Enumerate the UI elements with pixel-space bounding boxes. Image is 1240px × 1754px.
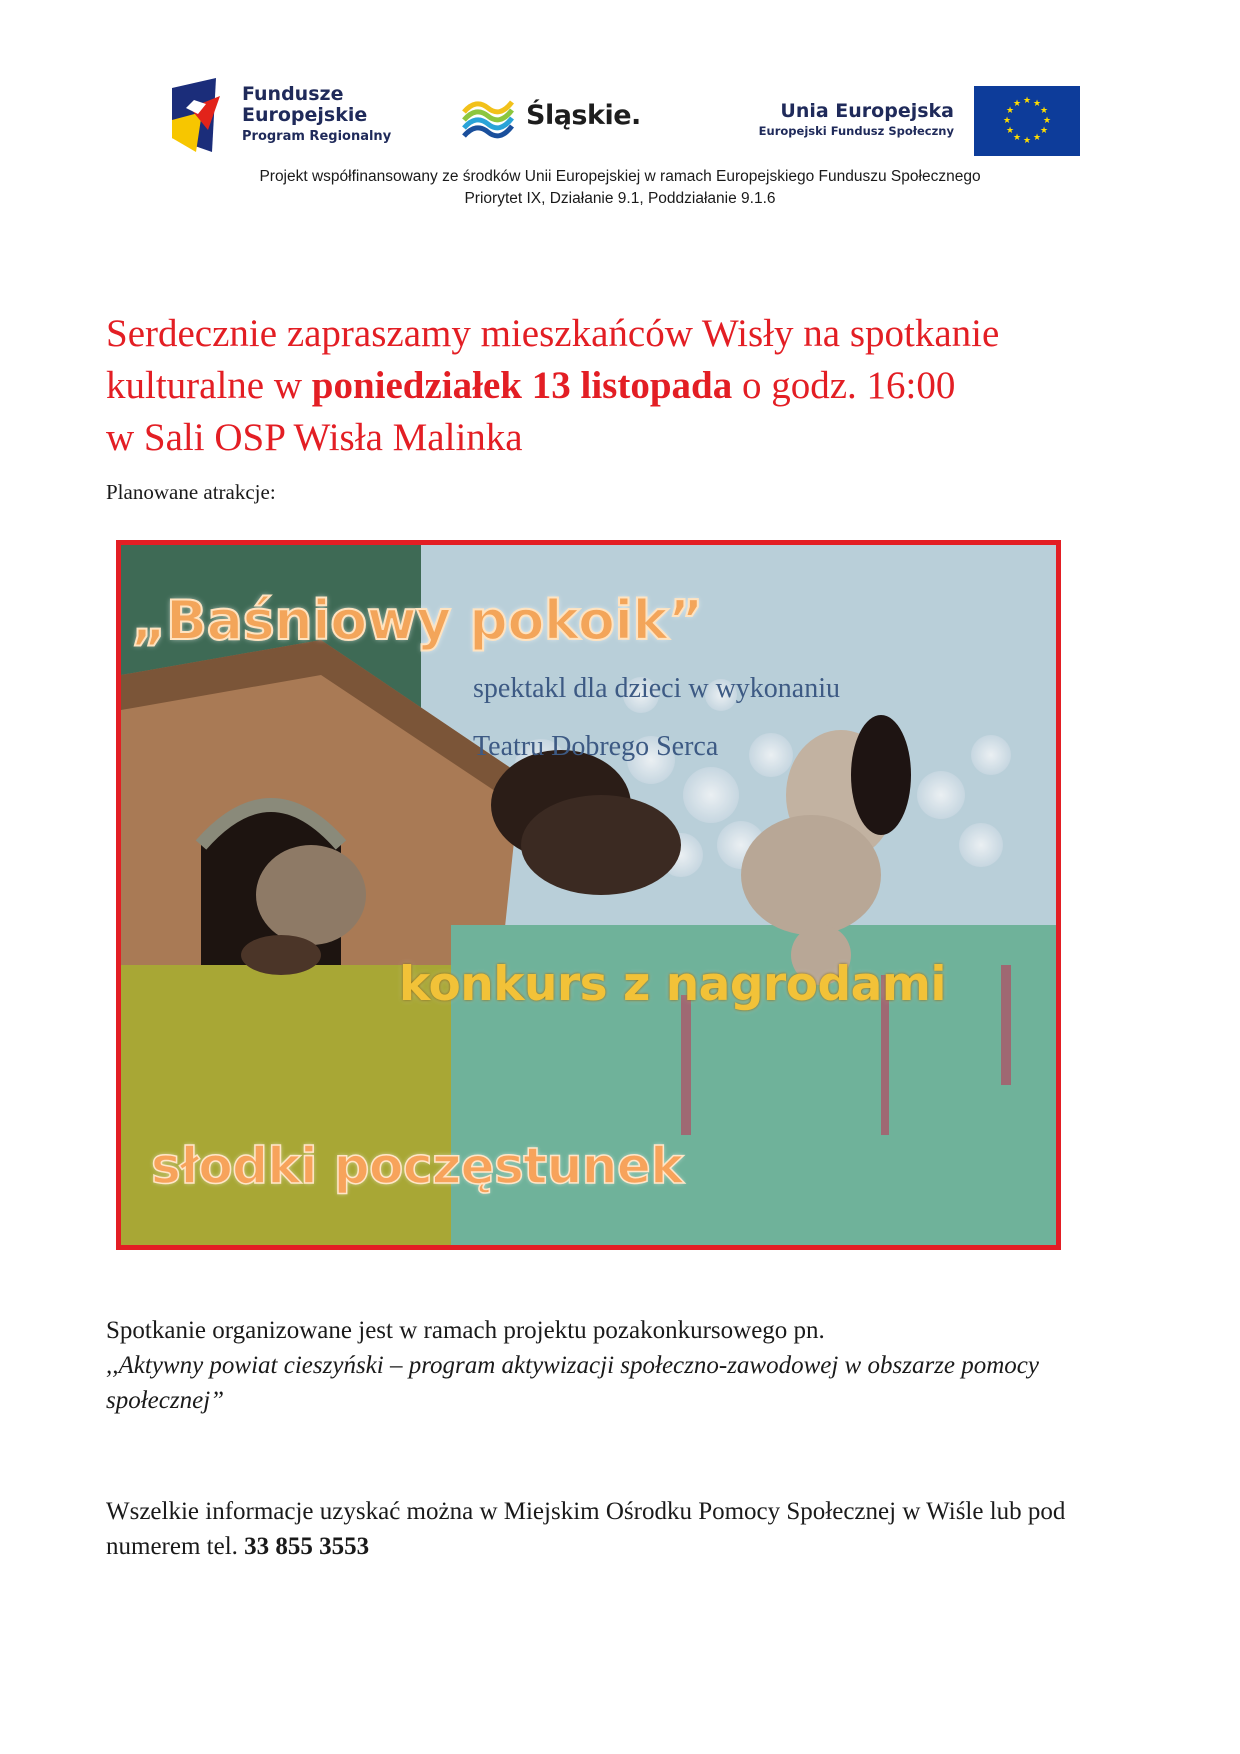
ue-logo-line1: Unia Europejska: [780, 100, 954, 122]
show-title: „Baśniowy pokoik”: [131, 589, 703, 652]
cofinancing-line1: Projekt współfinansowany ze środków Unii Europejskiej w ramach Europejskiego Funduszu Społecznego: [259, 168, 981, 185]
svg-text:★: ★: [1032, 99, 1042, 109]
svg-text:★: ★: [1005, 126, 1015, 136]
cofinancing-note: [0, 166, 1240, 210]
invitation-line2: [106, 360, 1166, 412]
planned-attractions-label: Planowane atrakcje:: [106, 480, 276, 504]
cofinancing-line2: Priorytet IX, Działanie 9.1, Poddziałanie 9.1.6: [464, 190, 776, 207]
fe-logo-line3: Program Regionalny: [242, 129, 392, 144]
slaskie-logo-text: Śląskie.: [526, 100, 641, 131]
svg-text:★: ★: [1012, 133, 1022, 143]
fe-logo-line2: Europejskie: [242, 104, 368, 126]
eu-flag-icon: [974, 86, 1080, 156]
slaskie-wave-icon: [462, 92, 514, 142]
ue-logo-line2: Europejski Fundusz Społeczny: [758, 124, 954, 138]
unia-europejska-logo: [718, 86, 1080, 158]
svg-text:★: ★: [1042, 116, 1052, 126]
treat-label: słodki poczęstunek: [151, 1137, 684, 1195]
contest-label: konkurs z nagrodami: [399, 957, 946, 1012]
invitation-time: o godz. 16:00: [732, 364, 956, 407]
logo-bar: [170, 74, 1080, 164]
svg-text:★: ★: [1032, 133, 1042, 143]
fundusze-europejskie-logo: [170, 74, 410, 160]
contact-info-text: Wszelkie informacje uzyskać można w Miejskim Ośrodku Pomocy Społecznej w Wiśle lub pod numerem tel.: [106, 1498, 1066, 1560]
organized-line1: Spotkanie organizowane jest w ramach projektu pozakonkursowego pn.: [106, 1317, 825, 1344]
project-name: ,,Aktywny powiat cieszyński – program aktywizacji społeczno-zawodowej w obszarze pomocy społecznej”: [106, 1352, 1039, 1414]
event-photo: [116, 540, 1061, 1250]
svg-text:★: ★: [1022, 96, 1032, 106]
svg-text:★: ★: [1012, 99, 1022, 109]
show-subtitle-line2: Teatru Dobrego Serca: [473, 731, 719, 762]
invitation-line3: w Sali OSP Wisła Malinka: [106, 416, 523, 459]
slaskie-logo: [462, 92, 672, 152]
svg-text:★: ★: [1039, 106, 1049, 116]
svg-text:★: ★: [1005, 106, 1015, 116]
fundusze-europejskie-flag-icon: [172, 78, 220, 152]
invitation-line1: Serdecznie zapraszamy mieszkańców Wisły na spotkanie: [106, 312, 1000, 355]
fe-logo-line1: Fundusze: [242, 83, 344, 105]
show-subtitle-line1: spektakl dla dzieci w wykonaniu: [473, 673, 841, 704]
invitation-heading: [106, 308, 1166, 464]
contact-info: [106, 1494, 1146, 1564]
invitation-line2-pre: kulturalne w: [106, 364, 312, 407]
invitation-date: poniedziałek 13 listopada: [311, 364, 733, 407]
svg-text:★: ★: [1002, 116, 1012, 126]
svg-text:★: ★: [1022, 136, 1032, 146]
phone-number: 33 855 3553: [244, 1533, 370, 1560]
organized-note: [106, 1313, 1146, 1418]
svg-text:★: ★: [1039, 126, 1049, 136]
